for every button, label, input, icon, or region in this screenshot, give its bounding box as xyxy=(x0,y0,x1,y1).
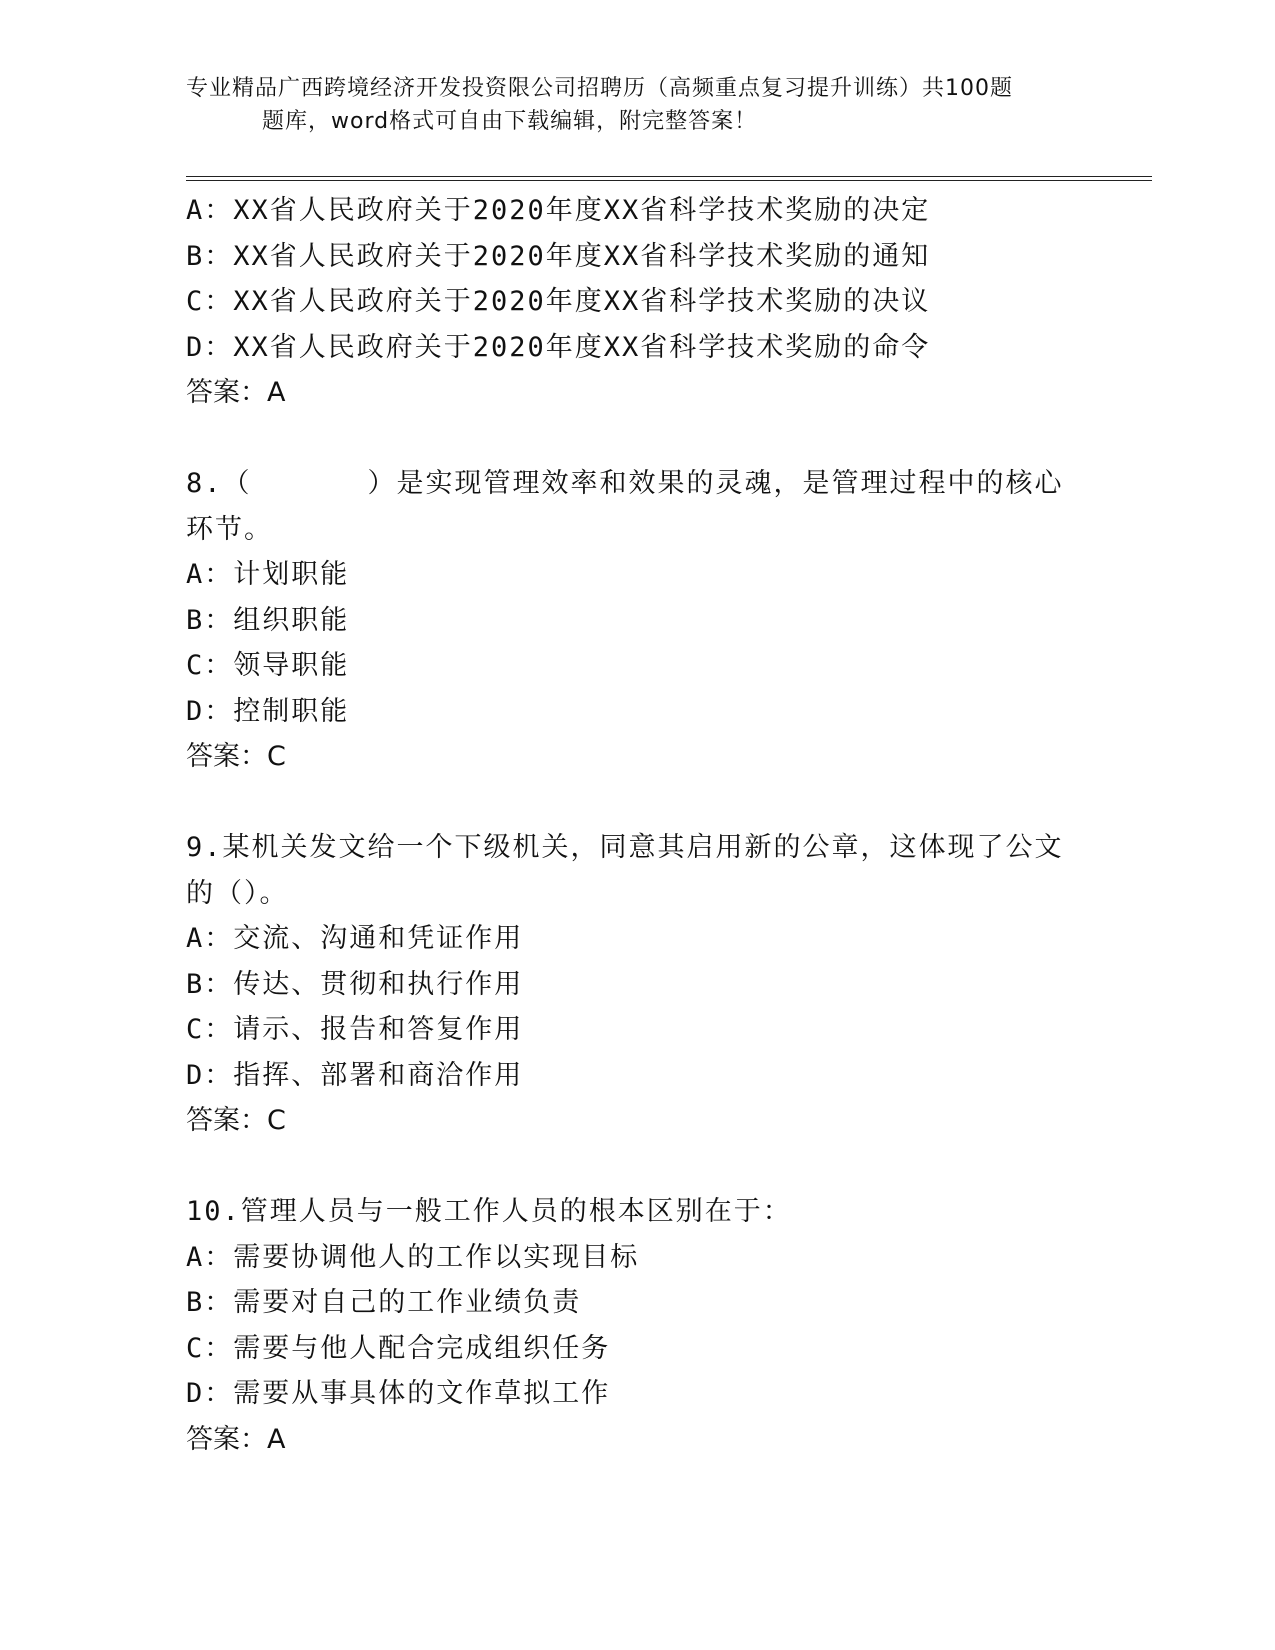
question-9-block xyxy=(186,825,1086,1144)
question-7-block xyxy=(186,188,1086,416)
option-b: B：XX省人民政府关于2020年度XX省科学技术奖励的通知 xyxy=(186,240,931,272)
question-stem: 8.（ ）是实现管理效率和效果的灵魂，是管理过程中的核心 xyxy=(186,468,1064,499)
option-d: D：控制职能 xyxy=(186,695,350,727)
answer-line: 答案：C xyxy=(186,1105,286,1136)
question-8-block xyxy=(186,461,1086,780)
answer-line: 答案：A xyxy=(186,1423,286,1455)
page-header xyxy=(186,72,1086,138)
spacer xyxy=(186,1144,1086,1190)
option-b: B：组织职能 xyxy=(186,604,350,636)
header-double-rule xyxy=(186,176,1152,181)
answer-line: 答案：C xyxy=(186,741,286,772)
answer-line: 答案：A xyxy=(186,377,286,408)
option-b: B：需要对自己的工作业绩负责 xyxy=(186,1287,582,1318)
option-a: A：需要协调他人的工作以实现目标 xyxy=(186,1241,640,1273)
option-c: C：领导职能 xyxy=(186,650,350,681)
option-d: D：需要从事具体的文作草拟工作 xyxy=(186,1378,611,1409)
option-b: B：传达、贯彻和执行作用 xyxy=(186,968,524,1000)
option-a: A：交流、沟通和凭证作用 xyxy=(186,923,524,954)
option-a: A：计划职能 xyxy=(186,559,350,590)
question-stem-cont: 环节。 xyxy=(186,513,273,545)
option-c: C：XX省人民政府关于2020年度XX省科学技术奖励的决议 xyxy=(186,286,931,317)
question-10-block xyxy=(186,1189,1086,1462)
option-d: D：XX省人民政府关于2020年度XX省科学技术奖励的命令 xyxy=(186,331,931,363)
spacer xyxy=(186,416,1086,462)
option-d: D：指挥、部署和商洽作用 xyxy=(186,1059,524,1091)
question-stem: 10.管理人员与一般工作人员的根本区别在于： xyxy=(186,1196,792,1227)
question-stem: 9.某机关发文给一个下级机关，同意其启用新的公章，这体现了公文 xyxy=(186,832,1064,863)
spacer xyxy=(186,780,1086,826)
option-c: C：需要与他人配合完成组织任务 xyxy=(186,1332,611,1364)
header-title-line2: 题库，word格式可自由下载编辑，附完整答案！ xyxy=(262,109,758,134)
question-stem-cont: 的（）。 xyxy=(186,877,289,909)
option-c: C：请示、报告和答复作用 xyxy=(186,1014,524,1045)
document-body xyxy=(186,188,1086,1462)
header-title-line1: 专业精品广西跨境经济开发投资限公司招聘历（高频重点复习提升训练）共100题 xyxy=(186,76,1013,101)
option-a: A：XX省人民政府关于2020年度XX省科学技术奖励的决定 xyxy=(186,195,931,226)
